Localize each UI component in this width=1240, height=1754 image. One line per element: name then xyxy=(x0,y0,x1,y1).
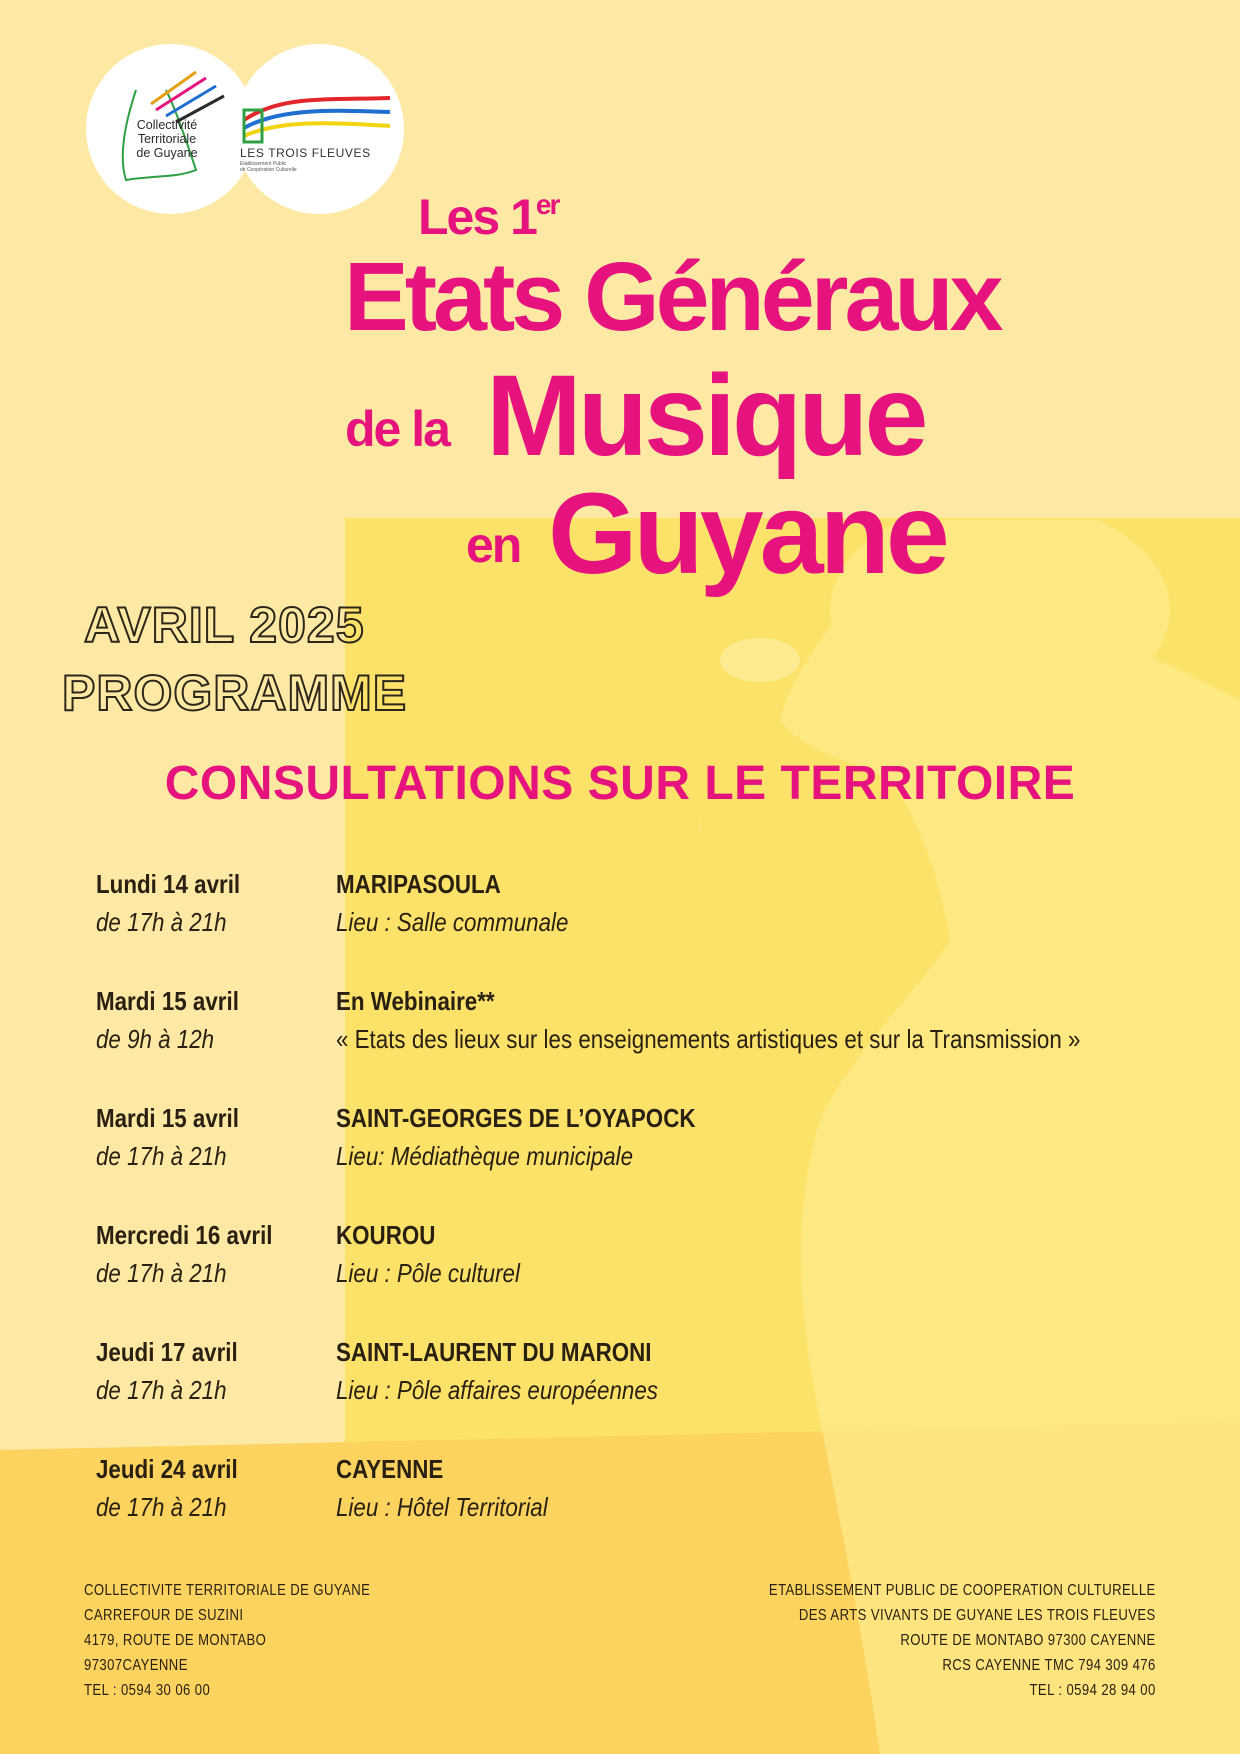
trois-fleuves-logo xyxy=(234,44,404,214)
schedule-item xyxy=(96,1216,1216,1333)
schedule-time: de 17h à 21h xyxy=(96,907,227,937)
trois-fleuves-waves-icon xyxy=(240,90,398,146)
schedule-place: KOUROU xyxy=(336,1220,436,1250)
schedule-day: Lundi 14 avril xyxy=(96,869,241,899)
schedule-venue: Lieu : Salle communale xyxy=(336,907,569,937)
schedule-venue: Lieu : Pôle affaires européennes xyxy=(336,1375,658,1405)
schedule-place: CAYENNE xyxy=(336,1454,444,1484)
trois-fleuves-name: LES TROIS FLEUVES xyxy=(240,146,371,160)
schedule-day: Mercredi 16 avril xyxy=(96,1220,273,1250)
section-heading: CONSULTATIONS SUR LE TERRITOIRE xyxy=(164,757,1076,810)
ctg-logo xyxy=(86,44,256,214)
title-guyane: Guyane xyxy=(548,470,946,598)
title-les: Les 1er xyxy=(418,189,559,245)
trois-fleuves-subtitle: Etablissement Public de Coopération Culturelle xyxy=(240,161,297,173)
schedule-venue: Lieu : Hôtel Territorial xyxy=(336,1492,548,1522)
schedule-venue: « Etats des lieux sur les enseignements artistiques et sur la Transmission » xyxy=(336,1024,1081,1054)
schedule-place: En Webinaire** xyxy=(336,986,495,1016)
schedule-time: de 17h à 21h xyxy=(96,1141,227,1171)
schedule-place: SAINT-LAURENT DU MARONI xyxy=(336,1337,652,1367)
schedule-item xyxy=(96,1099,1216,1216)
schedule-day: Mardi 15 avril xyxy=(96,1103,239,1133)
schedule-time: de 17h à 21h xyxy=(96,1258,227,1288)
schedule-item xyxy=(96,982,1216,1099)
ctg-logo-text: Collectivité Territoriale de Guyane xyxy=(136,118,198,160)
schedule-venue: Lieu : Pôle culturel xyxy=(336,1258,520,1288)
schedule-day: Jeudi 17 avril xyxy=(96,1337,238,1367)
schedule-day: Mardi 15 avril xyxy=(96,986,239,1016)
schedule-time: de 9h à 12h xyxy=(96,1024,215,1054)
month-label: AVRIL 2025 xyxy=(84,597,365,653)
title-musique: Musique xyxy=(486,352,925,480)
schedule-item xyxy=(96,1333,1216,1450)
schedule-item xyxy=(96,865,1216,982)
schedule-venue: Lieu: Médiathèque municipale xyxy=(336,1141,634,1171)
title-etats-generaux: Etats Généraux xyxy=(344,242,1000,351)
schedule-list xyxy=(96,865,1216,1567)
schedule-item xyxy=(96,1450,1216,1567)
footer-address-left: COLLECTIVITE TERRITORIALE DE GUYANE CARREFOUR DE SUZINI 4179, ROUTE DE MONTABO 97307CAYENNE TEL : 0594 30 06 00 xyxy=(84,1582,371,1699)
footer-address-right: ETABLISSEMENT PUBLIC DE COOPERATION CULTURELLE DES ARTS VIVANTS DE GUYANE LES TROIS FLEUVES ROUTE DE MONTABO 97300 CAYENNE RCS CAYENNE TMC 794 309 476 TEL : 0594 28 94 00 xyxy=(769,1582,1156,1699)
schedule-day: Jeudi 24 avril xyxy=(96,1454,238,1484)
schedule-place: MARIPASOULA xyxy=(336,869,501,899)
schedule-time: de 17h à 21h xyxy=(96,1375,227,1405)
schedule-place: SAINT-GEORGES DE L’OYAPOCK xyxy=(336,1103,696,1133)
title-de-la: de la xyxy=(345,401,449,457)
title-en: en xyxy=(466,517,521,573)
programme-label: PROGRAMME xyxy=(62,665,408,721)
schedule-time: de 17h à 21h xyxy=(96,1492,227,1522)
